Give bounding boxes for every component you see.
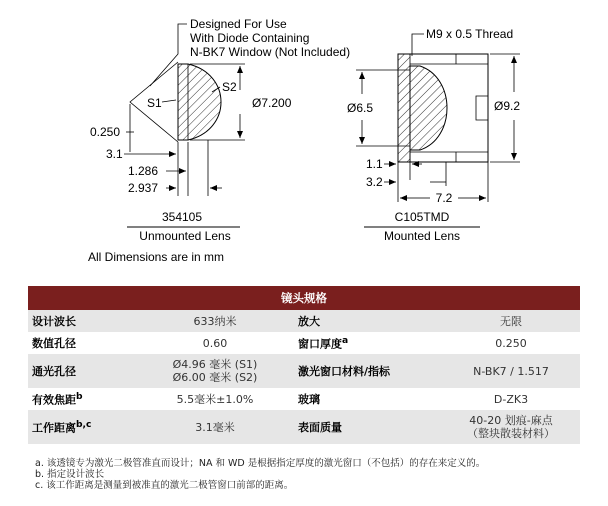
unmounted-part-number: 354105 [161, 210, 203, 224]
surface-quality-line-2: （整块散装材料） [467, 427, 555, 440]
spec-table-header-row [28, 286, 580, 310]
spec-value-surface-quality [442, 410, 580, 444]
mounted-part-number: C105TMD [394, 210, 450, 224]
spec-label-text: 表面质量 [298, 421, 342, 434]
d92-label: Ø9.2 [494, 99, 521, 113]
spec-row [28, 332, 580, 354]
mounted-lens-drawing [347, 27, 520, 243]
surface-quality-line-1: 40-20 划痕-麻点 [469, 414, 553, 427]
thread-leader [412, 34, 424, 56]
callout-line-3: N-BK7 Window (Not Included) [190, 45, 351, 59]
footnote-marker: b [76, 390, 83, 402]
units-note: All Dimensions are in mm [88, 250, 225, 264]
diameter-label: Ø7.200 [252, 96, 292, 110]
surface-s2-label: S2 [222, 80, 237, 94]
spec-table-title: 镜头规格 [28, 286, 580, 310]
dim-1286-label: 1.286 [128, 164, 159, 178]
spec-row [28, 388, 580, 410]
s1-leader [162, 100, 176, 102]
spec-label-text: 窗口厚度 [298, 337, 342, 351]
aspheric-lens-body [178, 64, 221, 140]
spec-value-clear-aperture [136, 354, 294, 388]
clear-aperture-s2: Ø6.00 毫米 (S2) [172, 371, 258, 384]
spec-label-clear-aperture [28, 354, 136, 388]
dim-0250-label: 0.250 [90, 125, 121, 139]
spec-value-working-distance: 3.1毫米 [136, 410, 294, 444]
spec-label-glass [294, 388, 442, 410]
callout-line-1: Designed For Use [190, 17, 287, 31]
spec-value-efl: 5.5毫米±1.0% [136, 388, 294, 410]
spec-label-efl [28, 388, 136, 410]
spec-label-magnification [294, 310, 442, 332]
spec-value-window-material: N-BK7 / 1.517 [442, 354, 580, 388]
footnote-b: b. 指定设计波长 [35, 469, 105, 480]
spec-label-text: 设计波长 [32, 315, 76, 328]
dim-11-label: 1.1 [366, 157, 383, 171]
clear-aperture-s1: Ø4.96 毫米 (S1) [172, 358, 258, 371]
mounted-lens-body [410, 66, 447, 150]
dim-2937-label: 2.937 [128, 181, 159, 195]
spec-label-text: 玻璃 [298, 393, 320, 406]
footnote-c: c. 该工作距离是测量到被准直的激光二极管窗口前部的距离。 [35, 480, 294, 491]
spec-label-window-thickness [294, 332, 442, 354]
spec-label-text: 工作距离 [32, 421, 76, 435]
spec-label-text: 通光孔径 [32, 365, 76, 378]
spec-value-magnification: 无限 [442, 310, 580, 332]
footnote-marker: a [342, 334, 349, 346]
spec-label-text: 放大 [298, 315, 320, 328]
spec-label-window-material [294, 354, 442, 388]
spec-row [28, 310, 580, 332]
thread-label: M9 x 0.5 Thread [426, 27, 514, 41]
dim-32-label: 3.2 [366, 175, 383, 189]
spec-row [28, 354, 580, 388]
surface-s1-label: S1 [147, 96, 162, 110]
footnote-a: a. 该透镜专为激光二极管准直而设计；NA 和 WD 是根据指定厚度的激光窗口（不包括）的存在来定义的。 [35, 458, 486, 469]
spec-label-surface-quality [294, 410, 442, 444]
lens-spec-table [28, 286, 580, 444]
spec-value-glass: D-ZK3 [442, 388, 580, 410]
spec-label-text: 数值孔径 [32, 337, 76, 350]
dim-31-label: 3.1 [106, 147, 123, 161]
spec-value-design-wavelength: 633纳米 [136, 310, 294, 332]
spec-row [28, 410, 580, 444]
footnote-marker: b,c [76, 418, 92, 430]
housing-notch [476, 96, 488, 120]
spec-label-working-distance [28, 410, 136, 444]
spec-label-design-wavelength [28, 310, 136, 332]
spec-label-na [28, 332, 136, 354]
footnotes [35, 458, 485, 491]
spec-label-text: 有效焦距 [32, 393, 76, 407]
callout-line-2: With Diode Containing [190, 31, 310, 45]
spec-label-text: 激光窗口材料/指标 [298, 365, 391, 378]
d65-label: Ø6.5 [347, 101, 374, 115]
spec-value-na: 0.60 [136, 332, 294, 354]
dim-72-label: 7.2 [435, 191, 453, 205]
unmounted-lens-drawing [90, 17, 350, 243]
spec-value-window-thickness: 0.250 [442, 332, 580, 354]
mounted-caption: Mounted Lens [383, 229, 461, 243]
unmounted-caption: Unmounted Lens [139, 229, 231, 243]
